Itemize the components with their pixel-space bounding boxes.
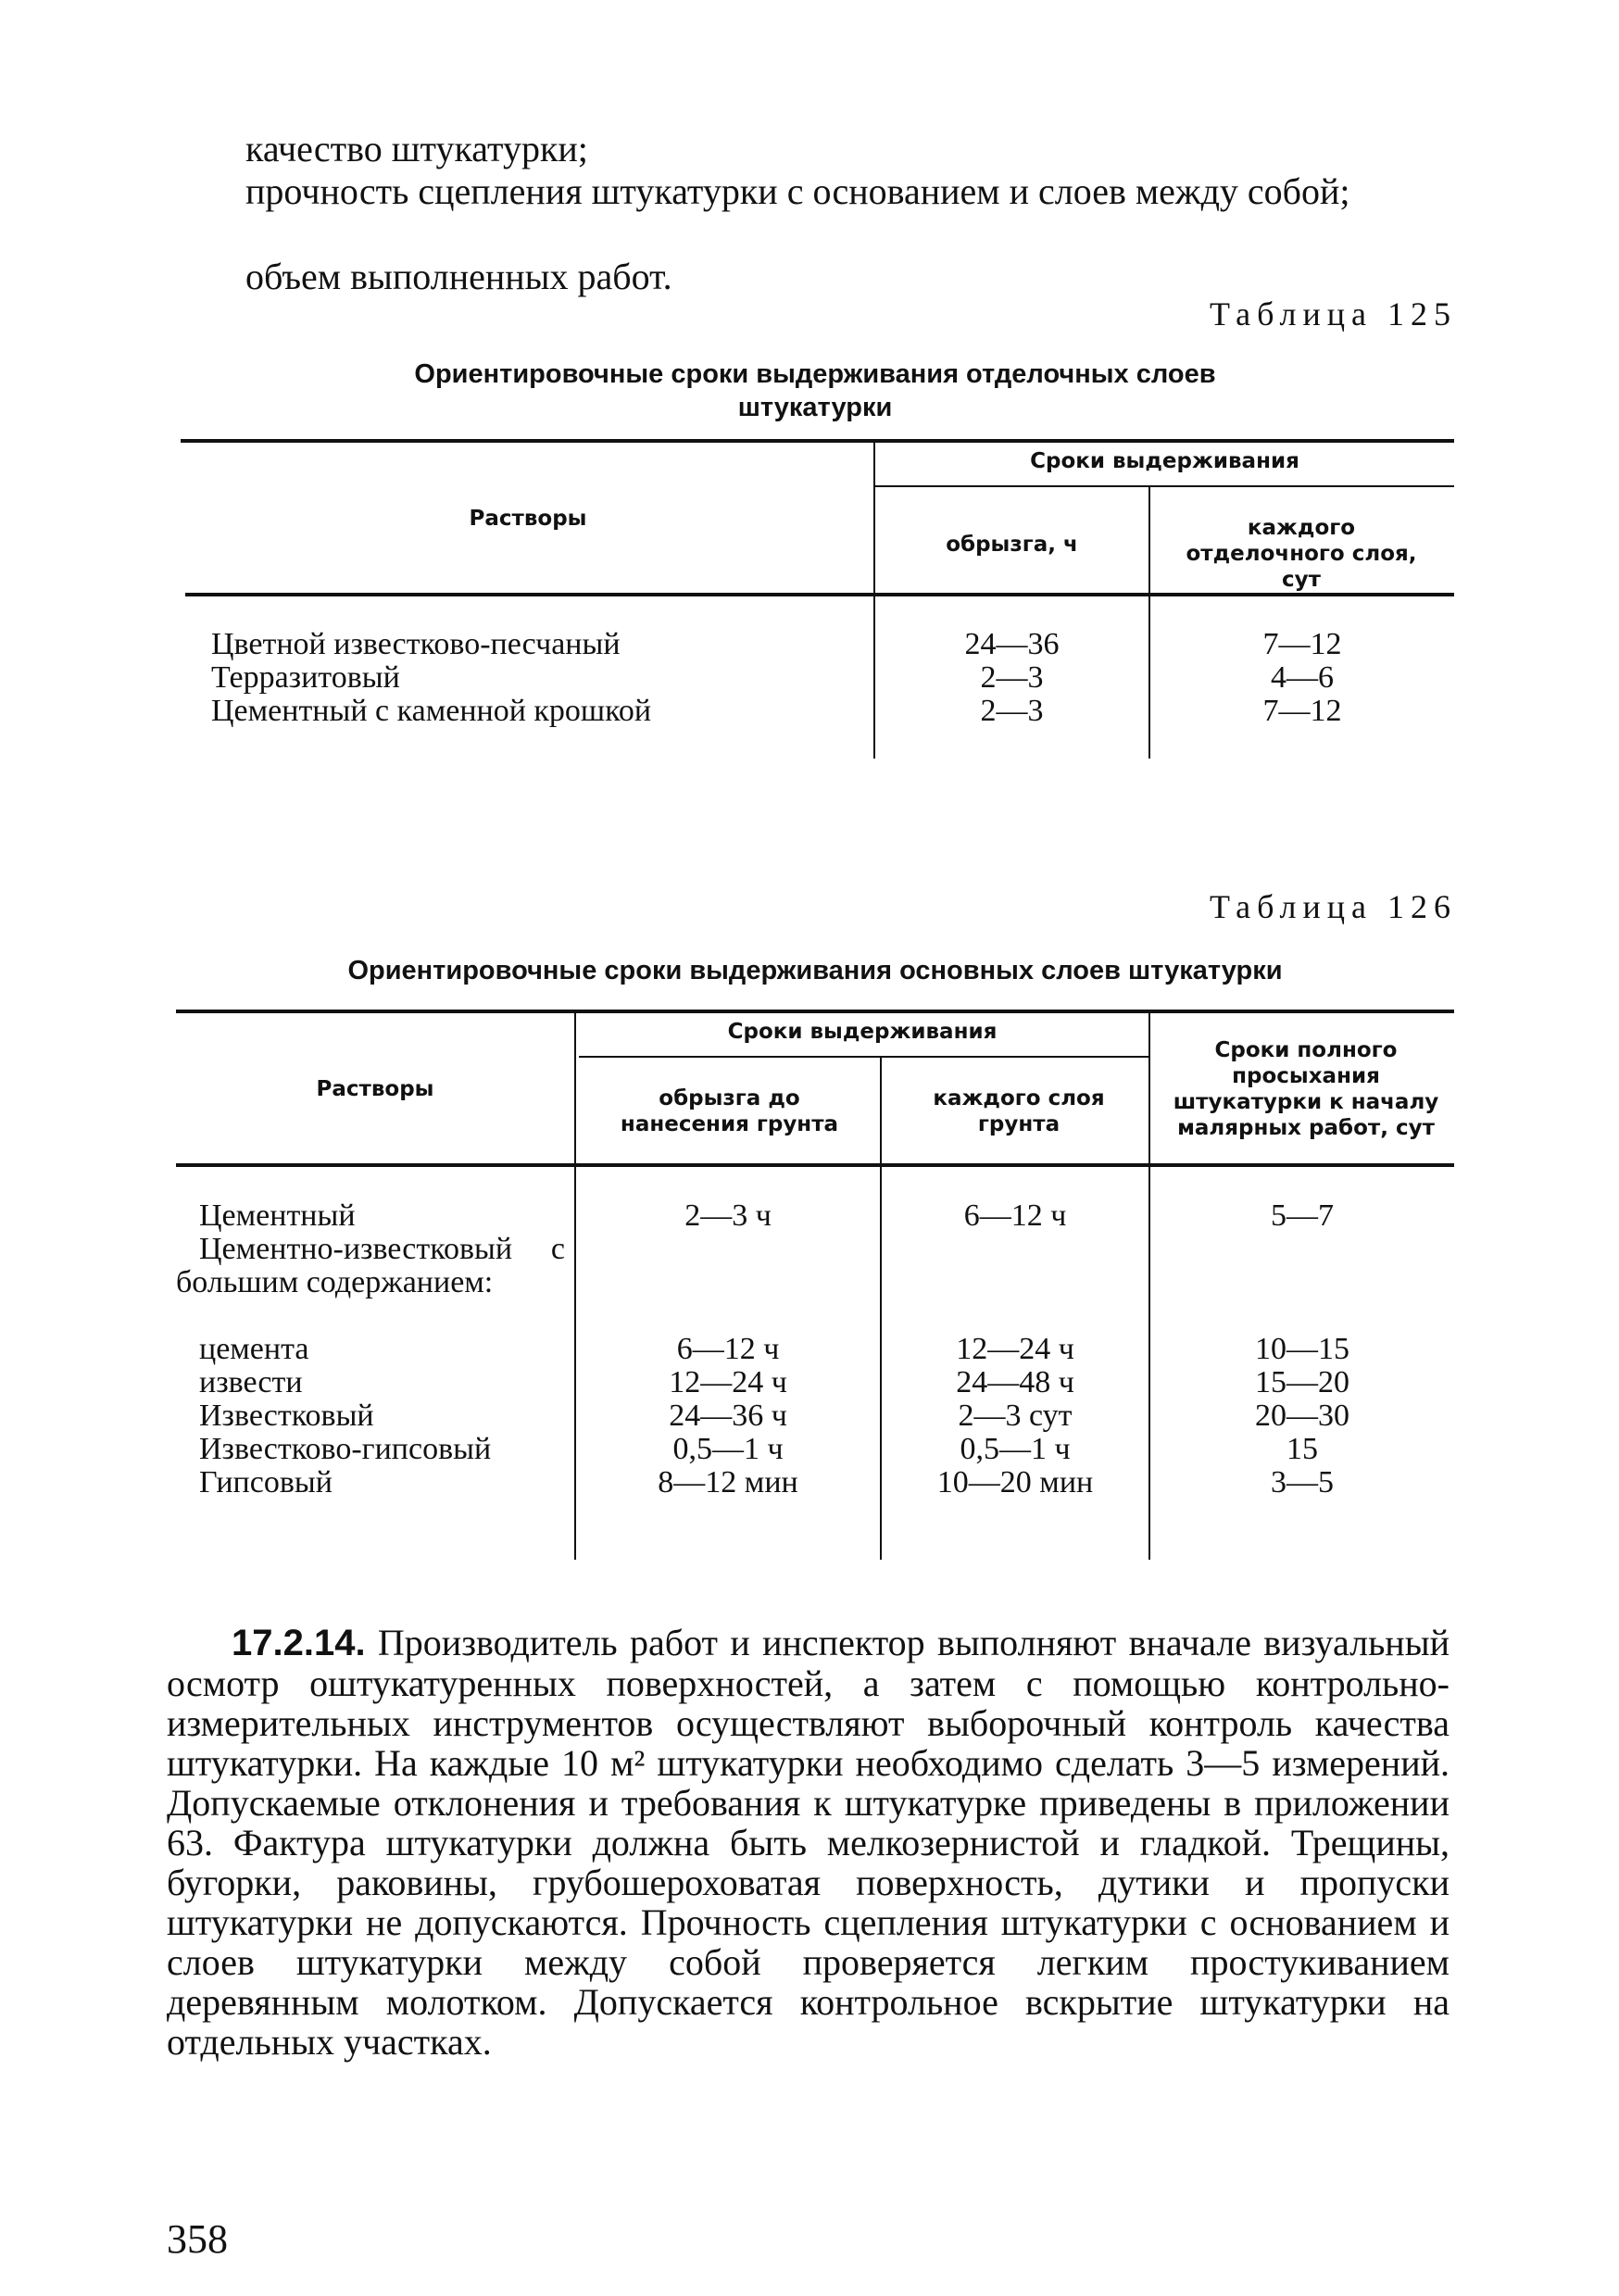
table-126-label: Таблица 126	[1210, 888, 1457, 925]
section-paragraph	[167, 1623, 1450, 2062]
table-126-row-7-name: Гипсовый	[199, 1465, 333, 1499]
table-126-row-3-dry: 10—15	[1255, 1332, 1349, 1366]
table-125-label: Таблица 125	[1210, 295, 1457, 332]
table-125-header-rule	[185, 593, 1454, 596]
table-126-row-7-layer: 10—20 мин	[936, 1465, 1094, 1499]
table-125-row-3-obryzg: 2—3	[980, 694, 1044, 728]
table-126-row-5-dry: 20—30	[1255, 1399, 1349, 1433]
table-126-row-5-obryzg: 24—36 ч	[669, 1399, 787, 1433]
table-126-header-group: Сроки выдерживания	[727, 1020, 998, 1044]
table-126-row-1-name: Цементный	[199, 1198, 356, 1233]
table-125-header-group: Сроки выдерживания	[1030, 449, 1299, 473]
table-126-group-rule	[579, 1056, 1148, 1058]
table-125-row-3-name: Цементный с каменной крошкой	[211, 694, 652, 728]
table-125-row-1-obryzg: 24—36	[964, 627, 1060, 661]
table-126-row-6-obryzg: 0,5—1 ч	[672, 1432, 784, 1466]
table-125-title: Ориентировочные сроки выдерживания отделочных слоев штукатурки	[414, 359, 1216, 422]
table-126-row-3-name: цемента	[199, 1332, 309, 1366]
table-125-top-rule	[181, 439, 1454, 443]
table-126-row-6-name: Известково-гипсовый	[199, 1432, 492, 1466]
table-125-row-2-name: Терразитовый	[211, 660, 400, 695]
table-126-row-2-name: Цементно-известковый с большим содержанием:	[176, 1232, 565, 1299]
table-125-group-rule	[875, 485, 1454, 487]
table-125-row-3-layer: 7—12	[1262, 694, 1342, 728]
intro-line-3: объем выполненных работ.	[245, 256, 672, 297]
table-126-title: Ориентировочные сроки выдерживания основных слоев штукатурки	[347, 956, 1283, 985]
table-126-row-5-name: Известковый	[199, 1399, 374, 1433]
table-125-header-col1: Растворы	[469, 507, 587, 531]
section-text: Производитель работ и инспектор выполняют вначале визуальный осмотр оштукатуренных поверхностей, а затем с помощью контрольно-измерительных инструментов осуществляют выборочный контроль качества штукатурки. На каждые 10 м² штукатурки необходимо сделать 3—5 измерений. Допускаемые отклонения и требования к штукатурке приведены в приложении 63. Фактура штукатурки должна быть мелкозернистой и гладкой. Трещины, бугорки, раковины, грубошероховатая поверхность, дутики и пропуски штукатурки не допускаются. Прочность сцепления штукатурки с основанием и слоев штукатурки между собой проверяется легким простукиванием деревянным молотком. Допускается контрольное вскрытие штукатурки на отдельных участках.	[167, 1622, 1450, 2063]
table-125-header-col3: каждого отделочного слоя, сут	[1186, 516, 1417, 592]
section-number: 17.2.14.	[232, 1623, 366, 1663]
table-126-header-col3: каждого слоя грунта	[933, 1086, 1105, 1136]
table-126-row-1-obryzg: 2—3 ч	[684, 1198, 772, 1233]
intro-line-2: прочность сцепления штукатурки с основанием и слоев между собой;	[245, 170, 1350, 212]
table-125-row-2-layer: 4—6	[1271, 660, 1334, 695]
table-126-header-col2: обрызга до нанесения грунта	[620, 1086, 839, 1136]
table-126-row-1-layer: 6—12 ч	[963, 1198, 1067, 1233]
table-125-row-1-layer: 7—12	[1262, 627, 1342, 661]
table-126-row-3-layer: 12—24 ч	[956, 1332, 1074, 1366]
table-126-row-3-obryzg: 6—12 ч	[676, 1332, 780, 1366]
table-126-row-4-obryzg: 12—24 ч	[669, 1365, 787, 1399]
table-126-row-5-layer: 2—3 сут	[958, 1399, 1073, 1433]
table-126-row-7-obryzg: 8—12 мин	[658, 1465, 798, 1499]
table-126-row-4-layer: 24—48 ч	[956, 1365, 1074, 1399]
table-126-row-1-dry: 5—7	[1271, 1198, 1334, 1233]
table-126-header-col4: Сроки полного просыхания штукатурки к началу малярных работ, сут	[1173, 1038, 1439, 1140]
page-number: 358	[167, 2216, 228, 2262]
table-125-header-col2: обрызга, ч	[946, 533, 1078, 557]
table-126-row-6-layer: 0,5—1 ч	[960, 1432, 1071, 1466]
intro-line-1: качество штукатурки;	[245, 128, 588, 169]
table-126-row-4-name: извести	[199, 1365, 303, 1399]
table-125-row-1-name: Цветной известково-песчаный	[211, 627, 621, 661]
table-126-row-6-dry: 15	[1286, 1432, 1318, 1466]
table-125-row-2-obryzg: 2—3	[980, 660, 1044, 695]
table-126-row-7-dry: 3—5	[1271, 1465, 1334, 1499]
table-126-top-rule	[176, 1010, 1454, 1013]
table-126-header-col1: Растворы	[316, 1077, 434, 1101]
table-126-row-4-dry: 15—20	[1255, 1365, 1349, 1399]
table-126-header-rule	[176, 1163, 1454, 1167]
